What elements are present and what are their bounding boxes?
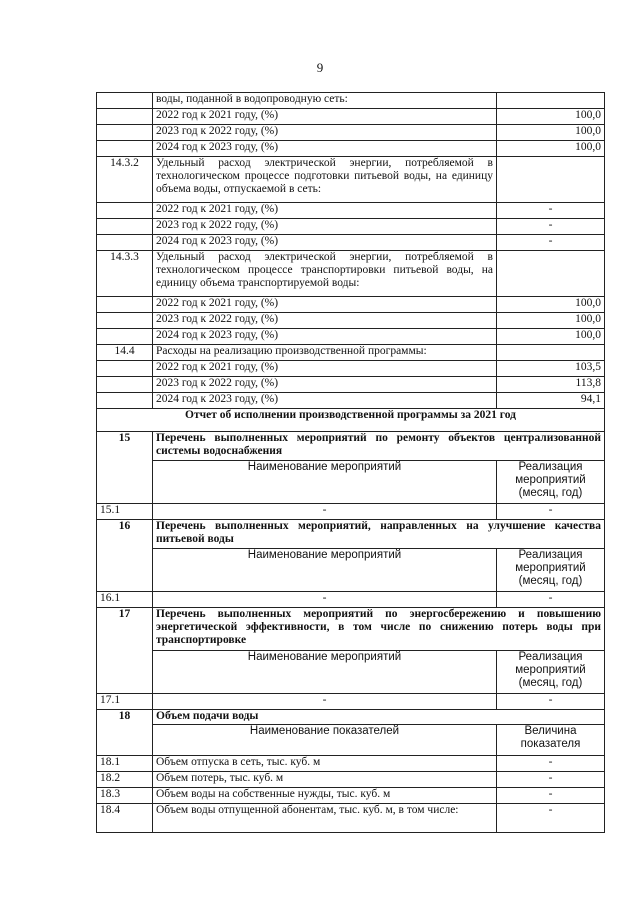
column-header-row — [97, 549, 605, 592]
row-value: 94,1 — [497, 393, 605, 409]
row-number — [97, 329, 153, 345]
table-row — [97, 393, 605, 409]
row-number: 18.4 — [97, 804, 153, 833]
column-header-value: Реализация мероприятий (месяц, год) — [497, 461, 605, 504]
row-number: 18.1 — [97, 756, 153, 772]
table-row — [97, 125, 605, 141]
row-number — [97, 313, 153, 329]
row-label: 2024 год к 2023 году, (%) — [153, 235, 497, 251]
table-row — [97, 297, 605, 313]
table-row — [97, 592, 605, 608]
table-row — [97, 219, 605, 235]
table-row — [97, 409, 605, 432]
column-header-name: Наименование мероприятий — [153, 651, 497, 694]
row-label: 2022 год к 2021 году, (%) — [153, 297, 497, 313]
section-number: 16 — [97, 520, 153, 592]
row-number: 18.3 — [97, 788, 153, 804]
row-value: - — [497, 772, 605, 788]
column-header-row — [97, 725, 605, 756]
row-number: 14.4 — [97, 345, 153, 361]
column-header-row — [97, 461, 605, 504]
row-value: - — [497, 694, 605, 710]
row-number: 18.2 — [97, 772, 153, 788]
row-number — [97, 361, 153, 377]
table-row — [97, 203, 605, 219]
row-number: 17.1 — [97, 694, 153, 710]
row-number — [97, 125, 153, 141]
row-value — [497, 251, 605, 297]
row-label: 2023 год к 2022 году, (%) — [153, 313, 497, 329]
row-number — [97, 141, 153, 157]
table-row — [97, 345, 605, 361]
column-header-value: Реализация мероприятий (месяц, год) — [497, 549, 605, 592]
table-row — [97, 377, 605, 393]
row-value: 113,8 — [497, 377, 605, 393]
row-label: Объем воды отпущенной абонентам, тыс. куб. м, в том числе: — [153, 804, 497, 833]
row-value — [497, 93, 605, 109]
section-header-row — [97, 608, 605, 651]
row-number — [97, 203, 153, 219]
section-header-row — [97, 520, 605, 549]
page-number: 9 — [316, 60, 324, 75]
row-label: 2024 год к 2023 году, (%) — [153, 393, 497, 409]
row-number: 16.1 — [97, 592, 153, 608]
section-title: Перечень выполненных мероприятий по ремонту объектов централизованной системы водоснабжения — [153, 432, 605, 461]
section-title: Перечень выполненных мероприятий, направленных на улучшение качества питьевой воды — [153, 520, 605, 549]
row-number: 14.3.2 — [97, 157, 153, 203]
row-value: - — [497, 756, 605, 772]
column-header-name: Наименование мероприятий — [153, 549, 497, 592]
row-label: 2024 год к 2023 году, (%) — [153, 329, 497, 345]
table-row — [97, 804, 605, 833]
table-row — [97, 694, 605, 710]
row-label: 2023 год к 2022 году, (%) — [153, 219, 497, 235]
row-value: 100,0 — [497, 297, 605, 313]
table-row — [97, 141, 605, 157]
row-number — [97, 377, 153, 393]
row-value: 100,0 — [497, 313, 605, 329]
row-number — [97, 235, 153, 251]
section-header-row — [97, 710, 605, 725]
row-label: - — [153, 504, 497, 520]
row-value: 100,0 — [497, 125, 605, 141]
row-label: - — [153, 694, 497, 710]
row-label: 2023 год к 2022 году, (%) — [153, 125, 497, 141]
row-value — [497, 157, 605, 203]
report-title: Отчет об исполнении производственной программы за 2021 год — [97, 409, 605, 432]
column-header-name: Наименование мероприятий — [153, 461, 497, 504]
row-label: - — [153, 592, 497, 608]
table-row — [97, 788, 605, 804]
row-label: 2024 год к 2023 году, (%) — [153, 141, 497, 157]
row-value: - — [497, 203, 605, 219]
table-row — [97, 251, 605, 297]
section-number: 18 — [97, 710, 153, 756]
row-label: 2022 год к 2021 году, (%) — [153, 203, 497, 219]
row-label: Удельный расход электрической энергии, потребляемой в технологическом процессе подготовки питьевой воды, на единицу объема воды, отпускаемой в сеть: — [153, 157, 497, 203]
row-value: - — [497, 219, 605, 235]
row-label: 2022 год к 2021 году, (%) — [153, 109, 497, 125]
row-number — [97, 297, 153, 313]
table-row — [97, 157, 605, 203]
row-value: - — [497, 235, 605, 251]
row-label: 2022 год к 2021 году, (%) — [153, 361, 497, 377]
row-label: воды, поданной в водопроводную сеть: — [153, 93, 497, 109]
row-number: 14.3.3 — [97, 251, 153, 297]
section-title: Объем подачи воды — [153, 710, 605, 725]
row-value: - — [497, 804, 605, 833]
row-number — [97, 393, 153, 409]
table-row — [97, 93, 605, 109]
row-value: - — [497, 504, 605, 520]
row-label: Объем отпуска в сеть, тыс. куб. м — [153, 756, 497, 772]
section-number: 15 — [97, 432, 153, 504]
row-number — [97, 93, 153, 109]
indicators-table — [96, 92, 605, 833]
column-header-value: Величина показателя — [497, 725, 605, 756]
row-value: 103,5 — [497, 361, 605, 377]
table-row — [97, 772, 605, 788]
row-number: 15.1 — [97, 504, 153, 520]
row-label: Объем потерь, тыс. куб. м — [153, 772, 497, 788]
table-row — [97, 756, 605, 772]
row-label: Расходы на реализацию производственной программы: — [153, 345, 497, 361]
section-title: Перечень выполненных мероприятий по энергосбережению и повышению энергетической эффективности, в том числе по снижению потерь воды при транспортировке — [153, 608, 605, 651]
row-value: - — [497, 592, 605, 608]
table-row — [97, 235, 605, 251]
row-number — [97, 109, 153, 125]
row-number — [97, 219, 153, 235]
table-row — [97, 361, 605, 377]
row-label: Удельный расход электрической энергии, потребляемой в технологическом процессе транспортировки питьевой воды, на единицу объема транспортируемой воды: — [153, 251, 497, 297]
table-row — [97, 504, 605, 520]
row-label: Объем воды на собственные нужды, тыс. куб. м — [153, 788, 497, 804]
row-value: 100,0 — [497, 329, 605, 345]
row-value — [497, 345, 605, 361]
table-row — [97, 329, 605, 345]
row-label: 2023 год к 2022 году, (%) — [153, 377, 497, 393]
column-header-value: Реализация мероприятий (месяц, год) — [497, 651, 605, 694]
row-value: 100,0 — [497, 141, 605, 157]
section-number: 17 — [97, 608, 153, 694]
table-row — [97, 109, 605, 125]
table-row — [97, 313, 605, 329]
column-header-name: Наименование показателей — [153, 725, 497, 756]
column-header-row — [97, 651, 605, 694]
section-header-row — [97, 432, 605, 461]
row-value: - — [497, 788, 605, 804]
row-value: 100,0 — [497, 109, 605, 125]
